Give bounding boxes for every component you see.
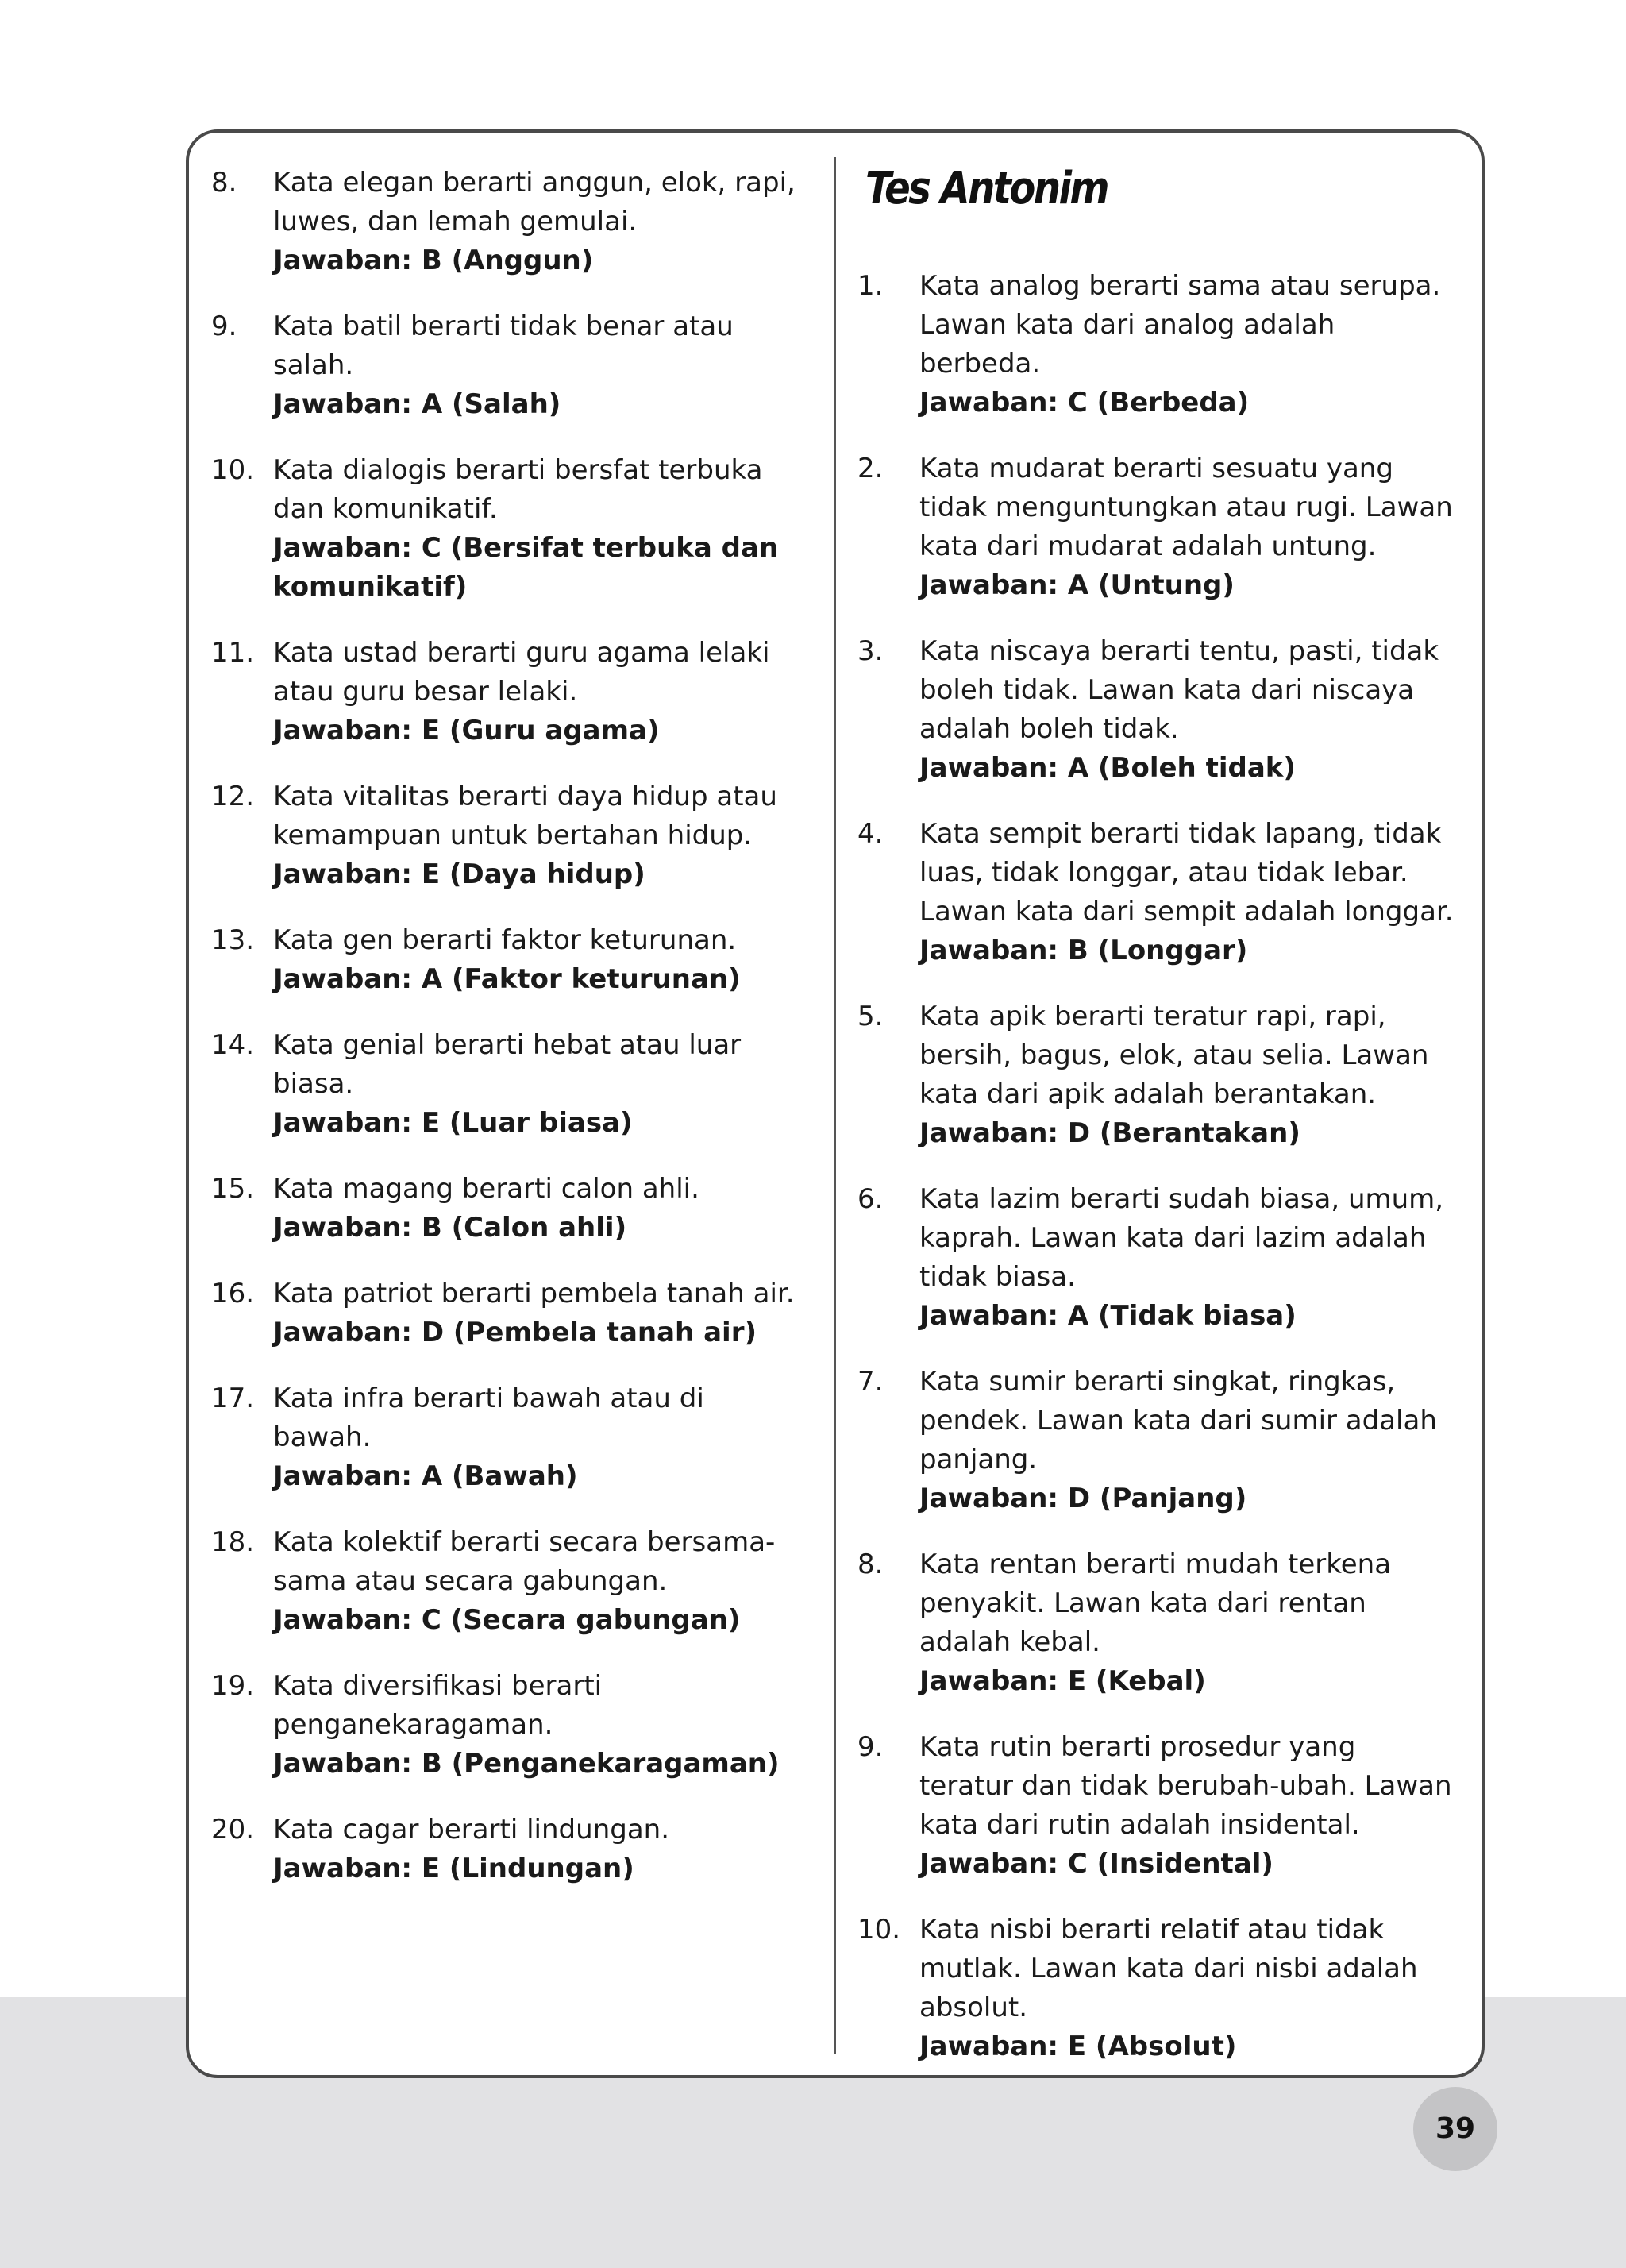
item-text: Kata batil berarti tidak benar atau salah. [273,310,734,381]
answer-text: Jawaban: B (Penganekaragaman) [273,1748,780,1780]
answer-text: Jawaban: E (Absolut) [919,2031,1237,2062]
item-text: Kata niscaya berarti tentu, pasti, tidak boleh tidak. Lawan kata dari niscaya adalah boleh tidak. [919,635,1439,745]
item-text: Kata vitalitas berarti daya hidup atau kemampuan untuk bertahan hidup. [273,781,777,851]
item-number: 17. [211,1383,255,1414]
item-number: 6. [857,1183,884,1215]
item-number: 1. [857,270,884,302]
item-text: Kata dialogis berarti bersfat terbuka dan komunikatif. [273,454,763,525]
answer-text: Jawaban: C (Secara gabungan) [273,1604,741,1636]
page-number: 39 [1413,2087,1497,2171]
left-answer-list [211,164,810,1888]
item-text: Kata magang berarti calon ahli. [273,1173,699,1205]
item-text: Kata apik berarti teratur rapi, rapi, bersih, bagus, elok, atau selia. Lawan kata dari apik adalah berantakan. [919,1001,1429,1110]
list-item [211,921,810,999]
item-text: Kata nisbi berarti relatif atau tidak mutlak. Lawan kata dari nisbi adalah absolut. [919,1914,1418,2023]
item-number: 18. [211,1526,255,1558]
item-number: 9. [857,1731,884,1763]
answer-text: Jawaban: A (Faktor keturunan) [273,963,741,995]
item-text: Kata patriot berarti pembela tanah air. [273,1278,795,1310]
list-item [211,1523,810,1640]
answer-text: Jawaban: B (Longgar) [919,935,1248,966]
answer-text: Jawaban: A (Tidak biasa) [919,1300,1297,1332]
item-number: 15. [211,1173,255,1205]
item-text: Kata kolektif berarti secara bersama-sama atau secara gabungan. [273,1526,776,1597]
item-number: 10. [211,454,255,486]
item-number: 3. [857,635,884,667]
item-text: Kata sumir berarti singkat, ringkas, pendek. Lawan kata dari sumir adalah panjang. [919,1366,1437,1475]
answer-text: Jawaban: A (Bawah) [273,1460,578,1492]
item-number: 10. [857,1914,901,1946]
item-number: 4. [857,818,884,850]
column-divider [834,157,836,2054]
list-item [857,997,1455,1153]
item-text: Kata ustad berarti guru agama lelaki atau guru besar lelaki. [273,637,770,708]
item-number: 2. [857,453,884,484]
item-text: Kata genial berarti hebat atau luar biasa. [273,1029,742,1100]
right-column [857,164,1455,2093]
list-item [857,1728,1455,1884]
answer-text: Jawaban: D (Berantakan) [919,1117,1300,1149]
list-item [211,1170,810,1248]
answer-text: Jawaban: D (Panjang) [919,1483,1247,1514]
list-item [211,451,810,607]
list-item [857,1545,1455,1701]
list-item [857,449,1455,605]
item-text: Kata lazim berarti sudah biasa, umum, kaprah. Lawan kata dari lazim adalah tidak biasa. [919,1183,1444,1293]
item-text: Kata diversifikasi berarti penganekaragaman. [273,1670,603,1741]
list-item [211,1275,810,1352]
list-item [857,1911,1455,2066]
list-item [211,164,810,280]
item-number: 5. [857,1001,884,1032]
item-number: 12. [211,781,255,812]
answer-text: Jawaban: B (Anggun) [273,245,594,276]
answer-text: Jawaban: A (Boleh tidak) [919,752,1296,784]
answer-text: Jawaban: D (Pembela tanah air) [273,1317,757,1348]
list-item [857,632,1455,788]
answer-text: Jawaban: C (Bersifat terbuka dan komunikatif) [273,532,779,603]
item-number: 7. [857,1366,884,1398]
left-column [211,164,810,1915]
answer-text: Jawaban: E (Lindungan) [273,1853,634,1884]
item-number: 19. [211,1670,255,1702]
item-number: 9. [211,310,237,342]
list-item [211,307,810,424]
list-item [211,777,810,894]
answer-text: Jawaban: E (Guru agama) [273,715,660,746]
item-text: Kata analog berarti sama atau serupa. Lawan kata dari analog adalah berbeda. [919,270,1441,380]
item-text: Kata rentan berarti mudah terkena penyakit. Lawan kata dari rentan adalah kebal. [919,1549,1392,1658]
item-number: 14. [211,1029,255,1061]
list-item [857,1180,1455,1336]
answer-text: Jawaban: E (Luar biasa) [273,1107,633,1139]
answer-text: Jawaban: E (Kebal) [919,1665,1206,1697]
answer-text: Jawaban: C (Berbeda) [919,387,1250,418]
list-item [211,1026,810,1143]
item-text: Kata cagar berarti lindungan. [273,1814,670,1846]
list-item [211,1811,810,1888]
item-text: Kata mudarat berarti sesuatu yang tidak menguntungkan atau rugi. Lawan kata dari mudarat adalah untung. [919,453,1453,562]
list-item [857,815,1455,970]
answer-text: Jawaban: A (Salah) [273,388,561,420]
item-number: 13. [211,924,255,956]
item-text: Kata rutin berarti prosedur yang teratur dan tidak berubah-ubah. Lawan kata dari rutin adalah insidental. [919,1731,1452,1841]
answer-text: Jawaban: E (Daya hidup) [273,858,645,890]
item-text: Kata elegan berarti anggun, elok, rapi, luwes, dan lemah gemulai. [273,167,796,237]
item-number: 20. [211,1814,255,1846]
item-text: Kata sempit berarti tidak lapang, tidak luas, tidak longgar, atau tidak lebar. Lawan kata dari sempit adalah longgar. [919,818,1454,928]
answer-text: Jawaban: A (Untung) [919,569,1235,601]
item-number: 11. [211,637,255,669]
antonym-answer-list [857,267,1455,2066]
answer-text: Jawaban: C (Insidental) [919,1848,1273,1880]
item-text: Kata gen berarti faktor keturunan. [273,924,737,956]
list-item [857,267,1455,422]
list-item [211,634,810,750]
list-item [211,1379,810,1496]
item-text: Kata infra berarti bawah atau di bawah. [273,1383,704,1453]
list-item [211,1667,810,1784]
section-title: Tes Antonim [865,163,1108,214]
item-number: 8. [211,167,237,199]
list-item [857,1363,1455,1518]
answer-text: Jawaban: B (Calon ahli) [273,1212,627,1244]
item-number: 16. [211,1278,255,1310]
item-number: 8. [857,1549,884,1580]
